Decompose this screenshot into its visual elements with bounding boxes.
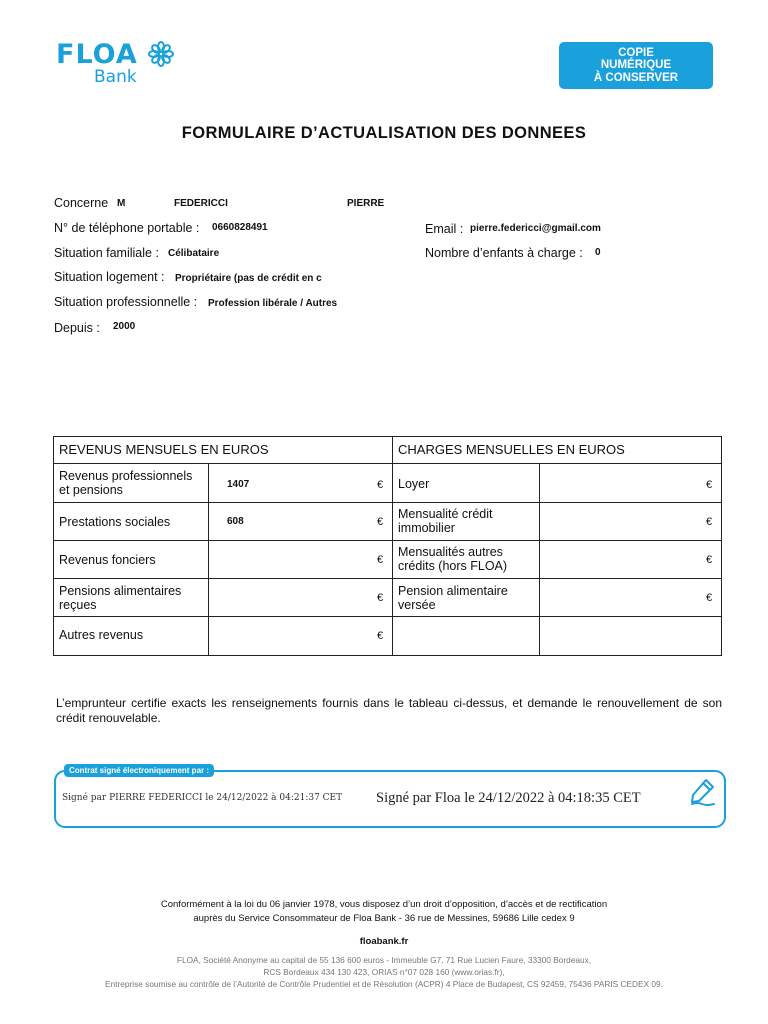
family-label: Situation familiale : [54,246,159,260]
legal-line-3: Entreprise soumise au contrôle de l’Autorité de Contrôle Prudentiel et de Résolution (ACPR) 4 Place de Budapest, CS 92459, 75436 PARIS CEDEX 09. [105,979,663,989]
charge-label-other-credits: Mensualités autres crédits (hors FLOA) [398,545,508,573]
euro-symbol: € [377,630,384,642]
children-value: 0 [595,247,601,258]
euro-symbol: € [706,516,713,528]
charge-label-mortgage: Mensualité crédit immobilier [398,507,493,535]
signature-label: Contrat signé électroniquement par : [64,764,214,777]
borrower-statement: L’emprunteur certifie exacts les renseignements fournis dans le tableau ci-dessus, et demande le renouvellement de son crédit renouvelable. [56,696,722,725]
phone-value: 0660828491 [212,222,268,233]
charge-label-alimony-paid: Pension alimentaire versée [398,584,508,612]
children-label: Nombre d’enfants à charge : [425,246,583,260]
digital-copy-badge [559,42,713,89]
first-name-value: PIERRE [347,198,385,209]
badge-line-3: À CONSERVER [593,71,679,84]
financial-table [53,436,722,656]
last-name-value: FEDERICCI [174,198,228,209]
euro-symbol: € [706,554,713,566]
flower-icon [148,41,174,67]
job-value: Profession libérale / Autres [208,298,338,309]
income-label-social: Prestations sociales [59,515,171,529]
civility-value: M [117,198,126,209]
legal-line-1: FLOA, Société Anonyme au capital de 55 136 600 euros - Immeuble G7, 71 Rue Lucien Faure, 33300 Bordeaux, [176,955,592,965]
euro-symbol: € [377,516,384,528]
euro-symbol: € [377,479,384,491]
client-signature: Signé par PIERRE FEDERICCI le 24/12/2022 à 04:21:37 CET [62,793,343,803]
email-label: Email : [425,222,464,236]
website-link[interactable]: floabank.fr [359,936,409,947]
page-title: FORMULAIRE D’ACTUALISATION DES DONNEES [181,124,587,142]
concerne-label: Concerne [54,196,109,210]
income-value-professional: 1407 [227,479,250,490]
income-label-professional: Revenus professionnels et pensions [59,469,193,497]
housing-label: Situation logement : [54,270,165,284]
income-header: REVENUS MENSUELS EN EUROS [59,442,269,457]
logo-subtitle: Bank [94,67,137,87]
badge-line-1: COPIE [618,46,654,59]
euro-symbol: € [377,592,384,604]
email-value: pierre.federicci@gmail.com [470,223,601,234]
floa-bank-logo [56,40,186,90]
since-value: 2000 [113,321,136,332]
income-label-other: Autres revenus [59,628,144,642]
income-value-social: 608 [227,516,244,527]
family-value: Célibataire [168,248,220,259]
charges-header: CHARGES MENSUELLES EN EUROS [398,442,625,457]
income-label-alimony: Pensions alimentaires reçues [59,584,182,612]
privacy-line-2: auprès du Service Consommateur de Floa Bank - 36 rue de Messines, 59686 Lille cedex 9 [193,913,575,924]
euro-symbol: € [377,554,384,566]
euro-symbol: € [706,592,713,604]
pen-icon [688,776,718,806]
euro-symbol: € [706,479,713,491]
legal-line-2: RCS Bordeaux 434 130 423, ORIAS n°07 028 160 (www.orias.fr), [263,967,505,977]
phone-label: N° de téléphone portable : [54,221,200,235]
charge-label-rent: Loyer [398,477,430,491]
privacy-line-1: Conformément à la loi du 06 janvier 1978, vous disposez d’un droit d’opposition, d’accès et de rectification [160,899,608,910]
bank-signature: Signé par Floa le 24/12/2022 à 04:18:35 CET [376,790,641,806]
badge-line-2: NUMÉRIQUE [600,59,672,72]
logo-wordmark: FLOA [56,39,138,70]
housing-value: Propriétaire (pas de crédit en c [175,273,322,284]
income-label-property: Revenus fonciers [59,553,156,567]
job-label: Situation professionnelle : [54,295,198,309]
since-label: Depuis : [54,321,100,335]
legal-notice [0,954,768,990]
privacy-notice [0,898,768,926]
